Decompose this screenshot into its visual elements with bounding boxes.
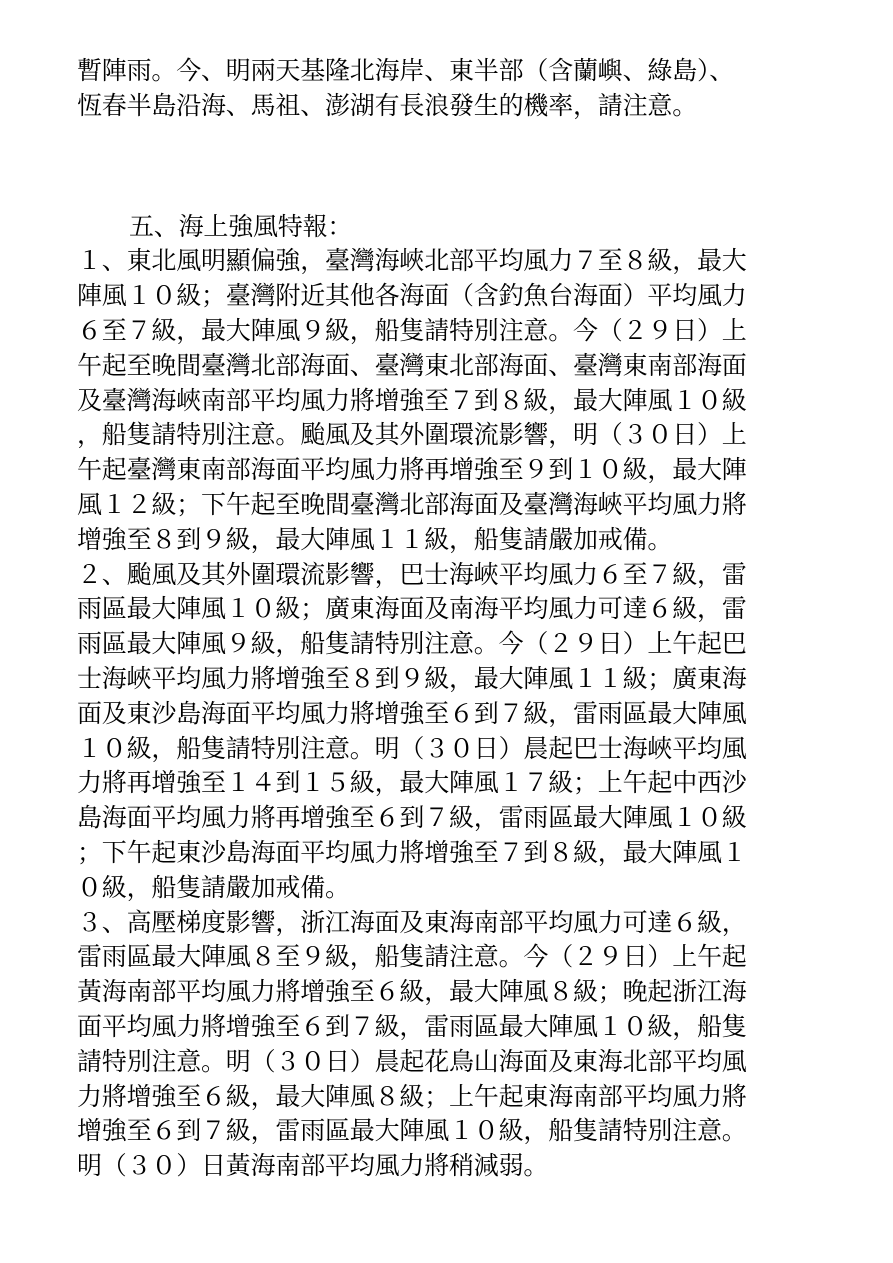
text-line: 雨區最大陣風９級，船隻請特別注意。今（２９日）上午起巴 (77, 629, 747, 659)
text-line: 力將增強至６級，最大陣風８級；上午起東海南部平均風力將 (77, 1081, 747, 1111)
text-line: 明（３０）日黃海南部平均風力將稍減弱。 (77, 1151, 549, 1181)
text-line: 恆春半島沿海、馬祖、澎湖有長浪發生的機率，請注意。 (77, 90, 698, 120)
text-line: ３、高壓梯度影響，浙江海面及東海南部平均風力可達６級， (77, 907, 747, 937)
text-line: 面平均風力將增強至６到７級，雷雨區最大陣風１０級，船隻 (77, 1011, 747, 1041)
text-line: ６至７級，最大陣風９級，船隻請特別注意。今（２９日）上 (77, 315, 747, 345)
text-line: 島海面平均風力將再增強至６到７級，雷雨區最大陣風１０級 (77, 803, 747, 833)
text-line: １、東北風明顯偏強，臺灣海峽北部平均風力７至８級，最大 (77, 246, 747, 276)
text-line: 力將再增強至１４到１５級，最大陣風１７級；上午起中西沙 (77, 768, 747, 798)
text-line: 及臺灣海峽南部平均風力將增強至７到８級，最大陣風１０級 (77, 385, 747, 415)
text-line: 增強至８到９級，最大陣風１１級，船隻請嚴加戒備。 (77, 524, 673, 554)
text-line: 風１２級；下午起至晚間臺灣北部海面及臺灣海峽平均風力將 (77, 489, 747, 519)
warning-item-3 (77, 906, 817, 1184)
text-line: 士海峽平均風力將增強至８到９級，最大陣風１１級；廣東海 (77, 663, 747, 693)
text-line: 黃海南部平均風力將增強至６級，最大陣風８級；晚起浙江海 (77, 977, 747, 1007)
text-line: 午起至晚間臺灣北部海面、臺灣東北部海面、臺灣東南部海面 (77, 350, 747, 380)
text-line: 雨區最大陣風１０級；廣東海面及南海平均風力可達６級，雷 (77, 594, 747, 624)
document-body (77, 54, 817, 1184)
text-line: 增強至６到７級，雷雨區最大陣風１０級，船隻請特別注意。 (77, 1116, 747, 1146)
text-line: 暫陣雨。今、明兩天基隆北海岸、東半部（含蘭嶼、綠島）、 (77, 56, 735, 85)
warning-item-2 (77, 558, 817, 906)
intro-paragraph (77, 54, 817, 124)
text-line: ０級，船隻請嚴加戒備。 (77, 872, 350, 902)
text-line: ；下午起東沙島海面平均風力將增強至７到８級，最大陣風１ (77, 837, 747, 867)
text-line: ２、颱風及其外圍環流影響，巴士海峽平均風力６至７級，雷 (77, 559, 747, 589)
text-line: 雷雨區最大陣風８至９級，船隻請注意。今（２９日）上午起 (77, 942, 747, 972)
text-line: 午起臺灣東南部海面平均風力將再增強至９到１０級，最大陣 (77, 455, 747, 485)
text-line: 請特別注意。明（３０日）晨起花鳥山海面及東海北部平均風 (77, 1046, 747, 1076)
paragraph-spacer (77, 124, 817, 210)
text-line: 陣風１０級；臺灣附近其他各海面（含釣魚台海面）平均風力 (77, 281, 747, 311)
section-heading: 五、海上強風特報： (129, 211, 353, 241)
warning-item-1 (77, 244, 817, 557)
text-line: １０級，船隻請特別注意。明（３０日）晨起巴士海峽平均風 (77, 733, 747, 763)
text-line: ，船隻請特別注意。颱風及其外圍環流影響，明（３０日）上 (77, 420, 747, 450)
text-line: 面及東沙島海面平均風力將增強至６到７級，雷雨區最大陣風 (77, 698, 747, 728)
